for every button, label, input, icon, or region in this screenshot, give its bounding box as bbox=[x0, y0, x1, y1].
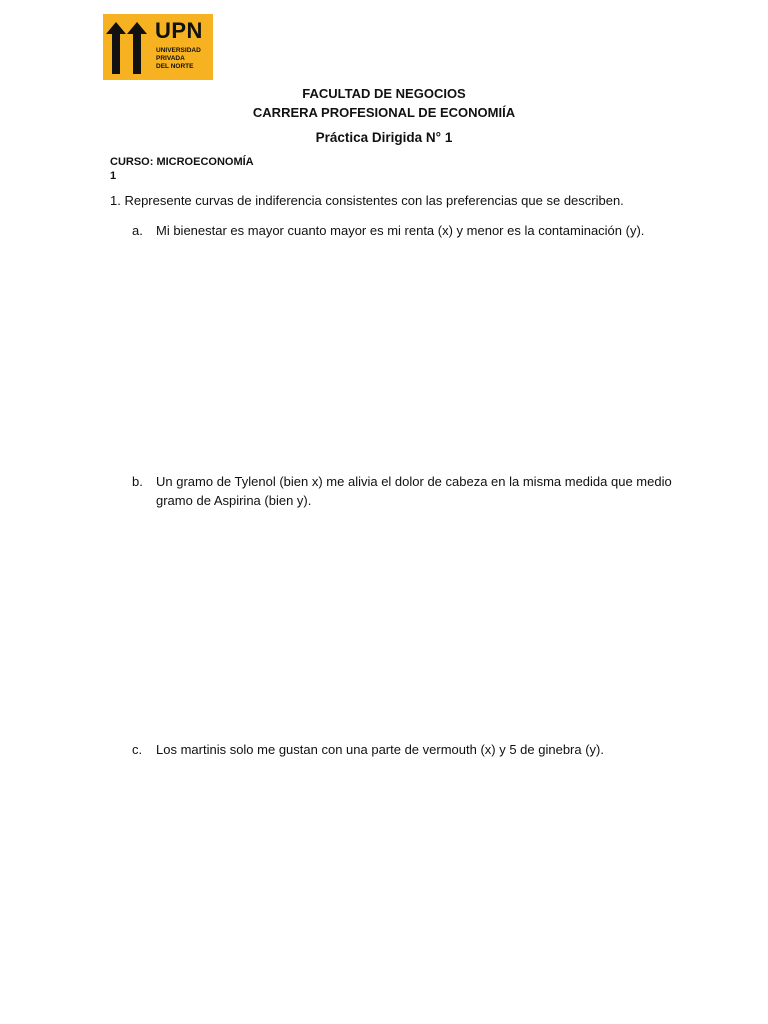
practice-title: Práctica Dirigida N° 1 bbox=[315, 130, 453, 145]
item-marker-b: b. bbox=[132, 474, 143, 489]
list-item-a bbox=[132, 221, 672, 240]
logo-wordmark: UPN bbox=[155, 18, 203, 43]
upn-logo bbox=[103, 14, 213, 80]
logo-sub-line-3: DEL NORTE bbox=[156, 63, 194, 70]
item-marker-a: a. bbox=[132, 223, 143, 238]
career-heading: CARRERA PROFESIONAL DE ECONOMIÍA bbox=[252, 105, 516, 120]
logo-sub-line-2: PRIVADA bbox=[156, 55, 185, 62]
faculty-heading: FACULTAD DE NEGOCIOS bbox=[302, 86, 466, 101]
list-item-b bbox=[132, 472, 672, 510]
logo-subtitle bbox=[156, 47, 201, 71]
course-label bbox=[110, 155, 270, 183]
item-text-c: Los martinis solo me gustan con una parte de vermouth (x) y 5 de ginebra (y). bbox=[156, 742, 604, 757]
item-text-a: Mi bienestar es mayor cuanto mayor es mi renta (x) y menor es la contaminación (y). bbox=[156, 223, 645, 238]
course-line-1: CURSO: MICROECONOMÍA bbox=[110, 156, 254, 168]
upn-arrow-logo-icon bbox=[103, 14, 155, 80]
course-line-2: 1 bbox=[110, 170, 117, 182]
item-text-b: Un gramo de Tylenol (bien x) me alivia el dolor de cabeza en la misma medida que medio gramo de Aspirina (bien y). bbox=[156, 474, 672, 508]
logo-sub-line-1: UNIVERSIDAD bbox=[156, 47, 201, 54]
item-marker-c: c. bbox=[132, 742, 143, 757]
list-item-c bbox=[132, 740, 672, 759]
question-1: 1. Represente curvas de indiferencia consistentes con las preferencias que se describen. bbox=[110, 193, 624, 208]
